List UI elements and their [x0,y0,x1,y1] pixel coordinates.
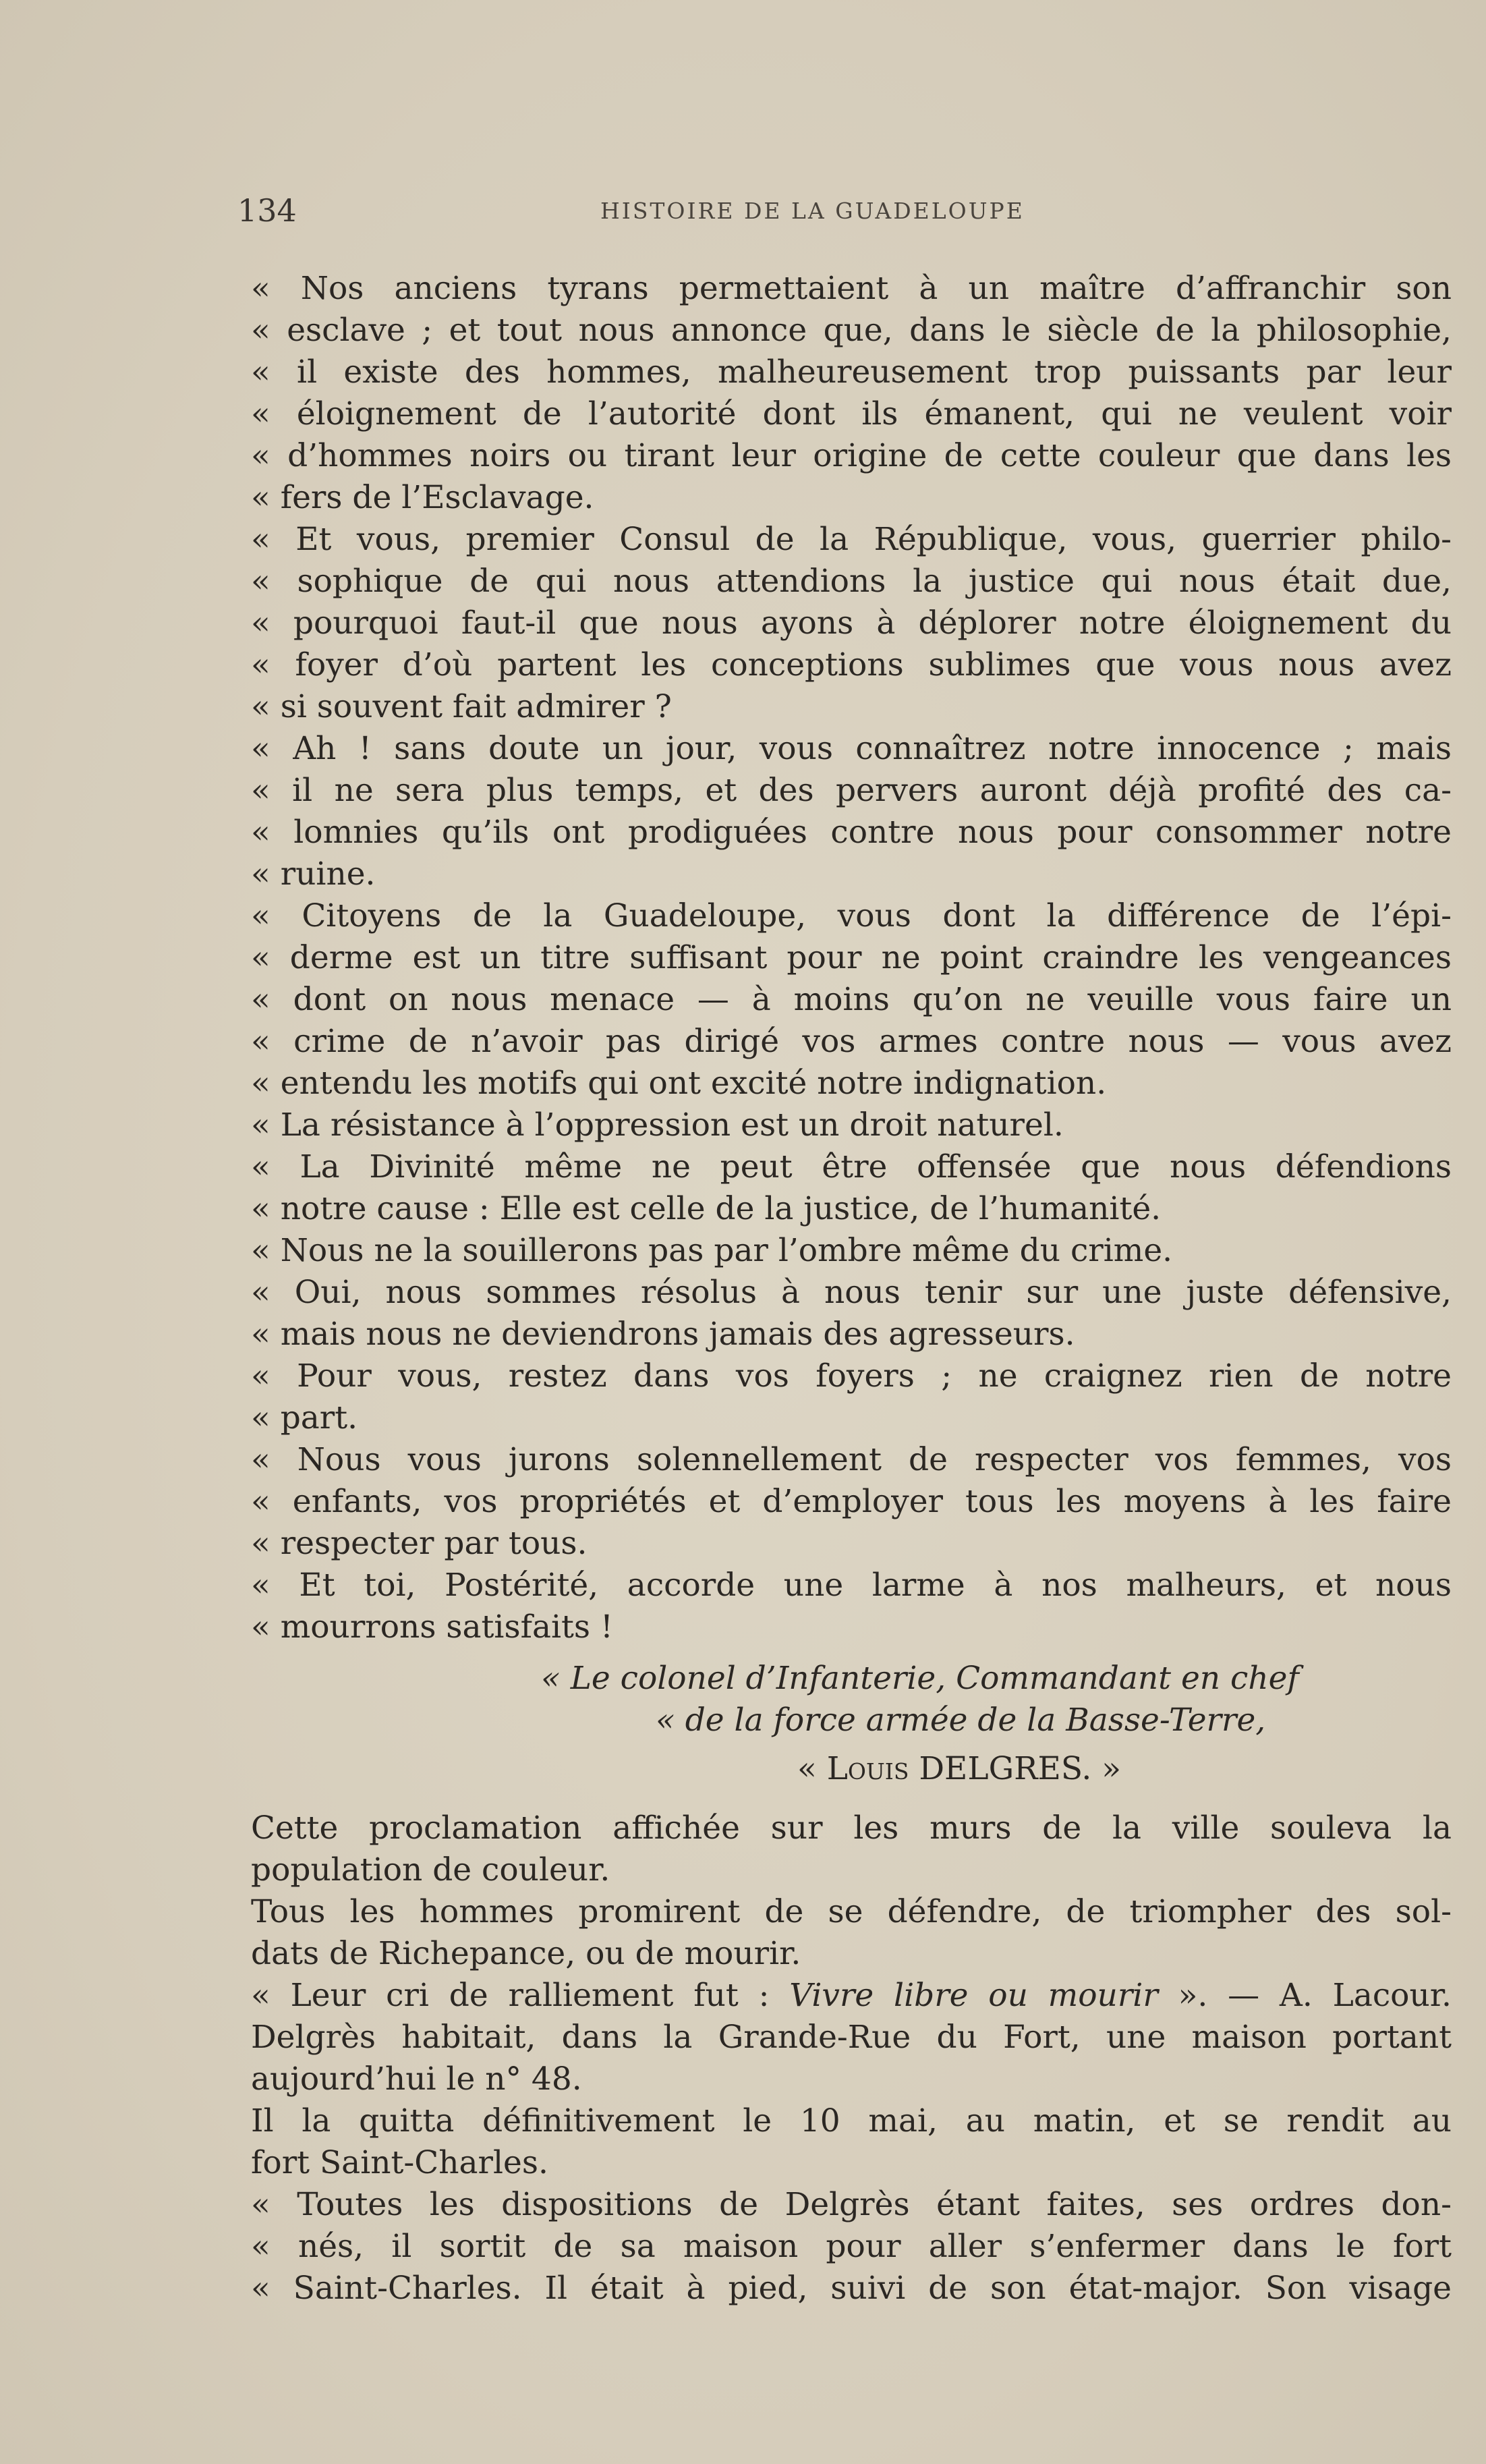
text-line: « Et toi, Postérité, accorde une larme à nos malheurs, et nous [251,1567,1452,1604]
text-line: « respecter par tous. [251,1525,588,1562]
text-line: « Ah ! sans doute un jour, vous connaîtrez notre innocence ; mais [251,730,1452,767]
text-line: « mourrons satisfaits ! [251,1608,613,1646]
text-line: « enfants, vos propriétés et d’employer tous les moyens à les faire [251,1483,1452,1520]
text-line: « Citoyens de la Guadeloupe, vous dont la différence de l’épi- [251,897,1452,934]
text-line: « d’hommes noirs ou tirant leur origine de cette couleur que dans les [251,437,1452,474]
text-line: « il ne sera plus temps, et des pervers auront déjà profité des ca- [251,772,1452,809]
text-line: « pourquoi faut-il que nous ayons à déplorer notre éloignement du [251,605,1452,642]
signature-line: « Le colonel d’Infanterie, Commandant en chef [541,1660,1299,1697]
text-line: « Oui, nous sommes résolus à nous tenir sur une juste défensive, [251,1274,1452,1311]
quote-motto: Vivre libre ou mourir [789,1977,1158,2014]
text-line: « sophique de qui nous attendions la justice qui nous était due, [251,563,1452,600]
text-line: « notre cause : Elle est celle de la justice, de l’humanité. [251,1190,1162,1227]
signature-first-name: Louis [826,1750,909,1787]
text-line: dats de Richepance, ou de mourir. [251,1935,801,1972]
text-line: « Pour vous, restez dans vos foyers ; ne craignez rien de notre [251,1357,1452,1395]
signature-line: « de la force armée de la Basse-Terre, [656,1702,1266,1739]
quote-intro: « Leur cri de ralliement fut : [251,1977,790,2014]
text-line: « Nous vous jurons solennellement de respecter vos femmes, vos [251,1441,1452,1478]
text-line: « nés, il sortit de sa maison pour aller s’enfermer dans le fort [251,2228,1452,2265]
text-line: « lomnies qu’ils ont prodiguées contre nous pour consommer notre [251,814,1452,851]
quote-source: ». — A. Lacour. [1158,1977,1452,2014]
text-line: Delgrès habitait, dans la Grande-Rue du Fort, une maison portant [251,2019,1452,2056]
text-line: « éloignement de l’autorité dont ils émanent, qui ne veulent voir [251,395,1452,432]
text-line: « part. [251,1399,358,1436]
text-line: « entendu les motifs qui ont excité notre indignation. [251,1065,1107,1102]
text-line: « Et vous, premier Consul de la République, vous, guerrier philo- [251,521,1452,558]
text-line: « mais nous ne deviendrons jamais des agresseurs. [251,1316,1075,1353]
text-line: « crime de n’avoir pas dirigé vos armes contre nous — vous avez [251,1023,1452,1060]
text-line: « Saint-Charles. Il était à pied, suivi de son état-major. Son visage [251,2270,1452,2307]
signature-quote: « [797,1750,827,1787]
text-line: aujourd’hui le n° 48. [251,2061,582,2098]
text-line: « ruine. [251,856,376,893]
text-line: « dont on nous menace — à moins qu’on ne veuille vous faire un [251,981,1452,1018]
text-line: fort Saint-Charles. [251,2144,548,2181]
text-line: population de couleur. [251,1851,610,1888]
text-line: « derme est un titre suffisant pour ne point craindre les vengeances [251,939,1452,976]
signature-last-name: DELGRES. » [909,1750,1121,1787]
signature-name [797,1749,1452,1789]
text-line: « Nos anciens tyrans permettaient à un maître d’affranchir son [251,270,1452,307]
text-line: Tous les hommes promirent de se défendre, de triompher des sol- [251,1893,1452,1930]
text-line-quote [251,1976,1452,2016]
text-line: Il la quitta définitivement le 10 mai, au matin, et se rendit au [251,2102,1452,2139]
text-line: « Nous ne la souillerons pas par l’ombre même du crime. [251,1232,1173,1269]
text-line: « il existe des hommes, malheureusement trop puissants par leur [251,354,1452,391]
text-line: Cette proclamation affichée sur les murs de la ville souleva la [251,1810,1452,1847]
text-line: « Toutes les dispositions de Delgrès étant faites, ses ordres don- [251,2186,1452,2223]
text-line: « fers de l’Esclavage. [251,479,594,516]
text-line: « esclave ; et tout nous annonce que, dans le siècle de la philosophie, [251,312,1452,349]
text-line: « La résistance à l’oppression est un droit naturel. [251,1107,1064,1144]
page-number: 134 [237,192,297,229]
text-line: « La Divinité même ne peut être offensée que nous défendions [251,1148,1452,1185]
page-header [237,192,1249,233]
text-line: « si souvent fait admirer ? [251,688,672,725]
text-line: « foyer d’où partent les conceptions sublimes que vous nous avez [251,646,1452,683]
running-title: HISTOIRE DE LA GUADELOUPE [600,198,1025,224]
